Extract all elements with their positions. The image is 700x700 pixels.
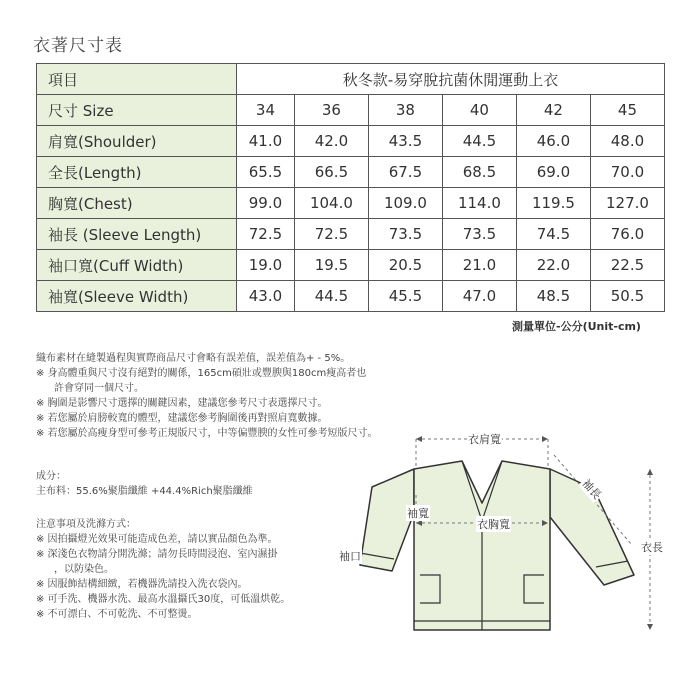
value-cell: 43.0 bbox=[237, 281, 295, 312]
value-cell: 19.5 bbox=[294, 250, 368, 281]
care-line: ，以防染色。 bbox=[54, 564, 114, 575]
chest-label: 衣胸寬 bbox=[477, 518, 510, 531]
row-label: 袖口寬(Cuff Width) bbox=[37, 250, 237, 281]
table-row bbox=[37, 250, 665, 281]
value-cell: 104.0 bbox=[294, 188, 368, 219]
care-notes bbox=[36, 517, 290, 622]
note-line: 許會穿同一個尺寸。 bbox=[54, 383, 144, 394]
care-line: ※ 深淺色衣物請分開洗滌；請勿長時間浸泡、室內濕掛 bbox=[36, 549, 278, 560]
value-cell: 50.5 bbox=[590, 281, 664, 312]
row-label: 肩寬(Shoulder) bbox=[37, 126, 237, 157]
value-cell: 109.0 bbox=[368, 188, 442, 219]
value-cell: 47.0 bbox=[442, 281, 516, 312]
value-cell: 48.5 bbox=[516, 281, 590, 312]
size-cell: 38 bbox=[368, 95, 442, 126]
row-label: 袖長 (Sleeve Length) bbox=[37, 219, 237, 250]
composition-notes bbox=[36, 469, 253, 499]
cuff-label: 袖口 bbox=[339, 550, 361, 563]
care-heading: 注意事項及洗滌方式： bbox=[36, 519, 136, 530]
size-row bbox=[37, 95, 665, 126]
value-cell: 70.0 bbox=[590, 157, 664, 188]
table-row bbox=[37, 126, 665, 157]
size-cell: 34 bbox=[237, 95, 295, 126]
value-cell: 21.0 bbox=[442, 250, 516, 281]
size-cell: 42 bbox=[516, 95, 590, 126]
value-cell: 48.0 bbox=[590, 126, 664, 157]
value-cell: 68.5 bbox=[442, 157, 516, 188]
composition-line: 主布料：55.6%聚脂纖維 +44.4%Rich聚脂纖維 bbox=[36, 486, 253, 497]
page-title: 衣著尺寸表 bbox=[33, 36, 123, 56]
table-row bbox=[37, 219, 665, 250]
value-cell: 99.0 bbox=[237, 188, 295, 219]
value-cell: 19.0 bbox=[237, 250, 295, 281]
value-cell: 74.5 bbox=[516, 219, 590, 250]
product-name-cell: 秋冬款-易穿脫抗菌休閒運動上衣 bbox=[237, 64, 665, 95]
value-cell: 69.0 bbox=[516, 157, 590, 188]
size-table bbox=[36, 63, 665, 312]
row-label: 袖寬(Sleeve Width) bbox=[37, 281, 237, 312]
value-cell: 20.5 bbox=[368, 250, 442, 281]
note-line: ※ 胸圍是影響尺寸選擇的關鍵因素，建議您參考尺寸表選擇尺寸。 bbox=[36, 398, 328, 409]
value-cell: 22.0 bbox=[516, 250, 590, 281]
size-row-label: 尺寸 Size bbox=[37, 95, 237, 126]
header-label-cell: 項目 bbox=[37, 64, 237, 95]
value-cell: 46.0 bbox=[516, 126, 590, 157]
row-label: 全長(Length) bbox=[37, 157, 237, 188]
care-line: ※ 因服飾結構細緻，若機器洗請投入洗衣袋內。 bbox=[36, 579, 248, 590]
note-line: ※ 若您屬於高瘦身型可參考正規版尺寸，中等偏豐腴的女性可參考短版尺寸。 bbox=[36, 428, 378, 439]
value-cell: 76.0 bbox=[590, 219, 664, 250]
value-cell: 65.5 bbox=[237, 157, 295, 188]
size-cell: 36 bbox=[294, 95, 368, 126]
shoulder-label: 衣肩寬 bbox=[468, 433, 501, 446]
value-cell: 22.5 bbox=[590, 250, 664, 281]
care-line: ※ 不可漂白、不可乾洗、不可整燙。 bbox=[36, 609, 198, 620]
table-header-row bbox=[37, 64, 665, 95]
length-label: 衣長 bbox=[641, 541, 663, 554]
garment-diagram bbox=[332, 425, 682, 640]
size-cell: 40 bbox=[442, 95, 516, 126]
value-cell: 119.5 bbox=[516, 188, 590, 219]
value-cell: 72.5 bbox=[237, 219, 295, 250]
value-cell: 44.5 bbox=[442, 126, 516, 157]
arrow-head bbox=[542, 436, 548, 442]
value-cell: 45.5 bbox=[368, 281, 442, 312]
note-line: ※ 身高體重與尺寸沒有絕對的關係，165cm碩壯或豐腴與180cm瘦高者也 bbox=[36, 368, 367, 379]
care-line: ※ 可手洗、機器水洗、最高水溫攝氏30度，可低溫烘乾。 bbox=[36, 594, 291, 605]
composition-heading: 成分： bbox=[36, 471, 66, 482]
care-line: ※ 因拍攝燈光效果可能造成色差，請以實品顏色為準。 bbox=[36, 534, 278, 545]
size-cell: 45 bbox=[590, 95, 664, 126]
note-line: 織布素材在縫製過程與實際商品尺寸會略有誤差值，誤差值為+ - 5%。 bbox=[36, 353, 351, 364]
arrow-head bbox=[647, 469, 653, 475]
table-row bbox=[37, 281, 665, 312]
row-label: 胸寬(Chest) bbox=[37, 188, 237, 219]
arrow-head bbox=[647, 624, 653, 630]
value-cell: 127.0 bbox=[590, 188, 664, 219]
unit-note: 測量單位-公分(Unit-cm) bbox=[512, 320, 641, 333]
value-cell: 44.5 bbox=[294, 281, 368, 312]
note-line: ※ 若您屬於肩膀較寬的體型，建議您參考胸圍後再對照肩寬數據。 bbox=[36, 413, 328, 424]
value-cell: 43.5 bbox=[368, 126, 442, 157]
value-cell: 73.5 bbox=[442, 219, 516, 250]
value-cell: 67.5 bbox=[368, 157, 442, 188]
value-cell: 73.5 bbox=[368, 219, 442, 250]
measurement-notes bbox=[36, 351, 378, 441]
value-cell: 66.5 bbox=[294, 157, 368, 188]
sleeve-width-label: 袖寬 bbox=[407, 507, 429, 520]
value-cell: 41.0 bbox=[237, 126, 295, 157]
sleeve-length-label: 袖長 bbox=[578, 475, 606, 504]
value-cell: 72.5 bbox=[294, 219, 368, 250]
table-row bbox=[37, 188, 665, 219]
garment-illustration bbox=[332, 425, 682, 640]
value-cell: 42.0 bbox=[294, 126, 368, 157]
arrow-head bbox=[416, 436, 422, 442]
table-row bbox=[37, 157, 665, 188]
value-cell: 114.0 bbox=[442, 188, 516, 219]
